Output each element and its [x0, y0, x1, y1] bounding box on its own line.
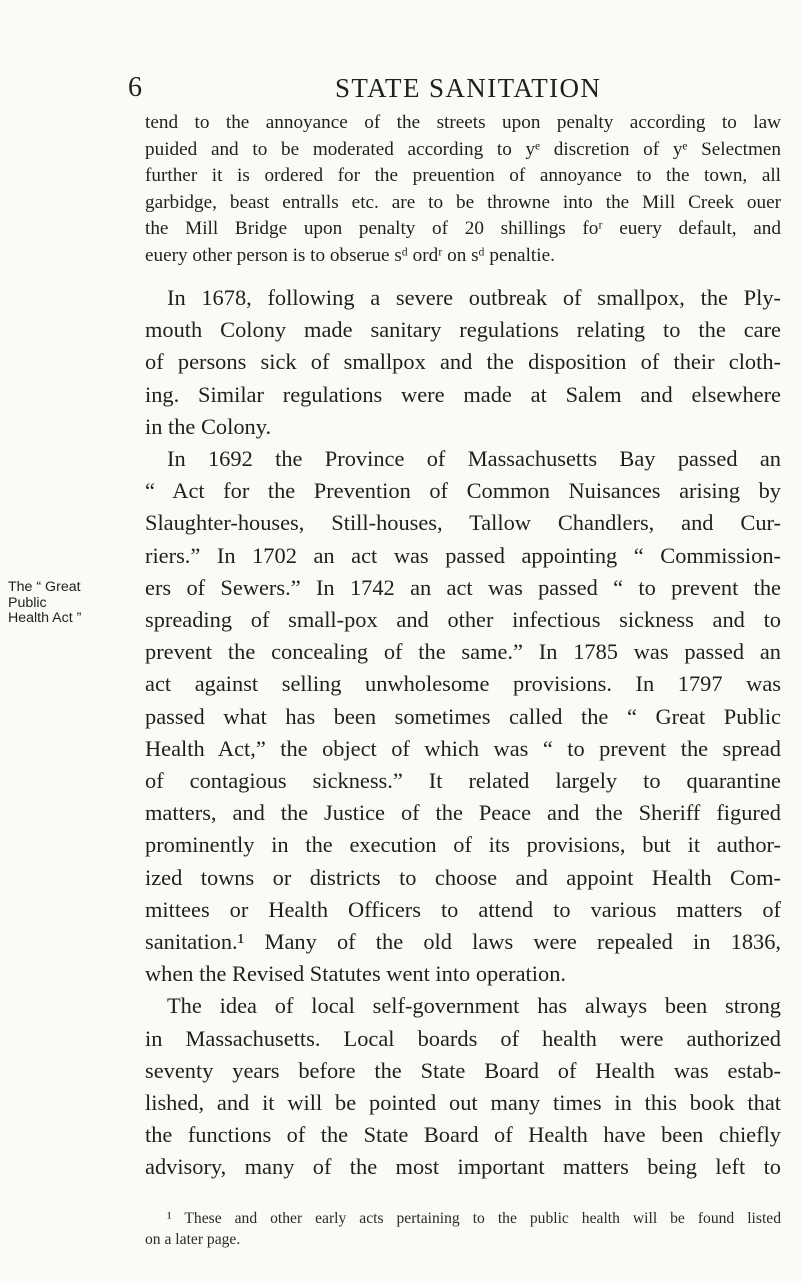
body-line: ers of Sewers.” In 1742 an act was passed “ to prevent the: [145, 574, 781, 600]
body-line: in the Colony.: [145, 413, 272, 439]
body-line: in Massachusetts. Local boards of health were authorized: [145, 1025, 781, 1051]
body-line: In 1692 the Province of Massachusetts Bay passed an: [167, 446, 781, 472]
body-line: Slaughter-houses, Still-houses, Tallow Chandlers, and Cur-: [145, 510, 781, 536]
quote-line: further it is ordered for the preuention of annoyance to the town, all: [145, 165, 781, 186]
body-line: prominently in the execution of its provisions, but it author-: [145, 832, 781, 858]
body-line: riers.” In 1702 an act was passed appointing “ Commission-: [145, 542, 781, 568]
footnote: [145, 1208, 781, 1250]
body-line: matters, and the Justice of the Peace and the Sheriff figured: [145, 800, 781, 826]
quote-line: garbidge, beast entralls etc. are to be throwne into the Mill Creek ouer: [145, 191, 781, 213]
body-line: prevent the concealing of the same.” In 1785 was passed an: [145, 639, 781, 665]
margin-note: [8, 580, 133, 627]
quoted-ordinance: [145, 110, 781, 269]
margin-note-line: Public: [8, 594, 47, 611]
body-line: sanitation.¹ Many of the old laws were repealed in 1836,: [145, 929, 781, 955]
body-line: In 1678, following a severe outbreak of smallpox, the Ply-: [167, 285, 781, 310]
body-line: mittees or Health Officers to attend to various matters of: [145, 896, 781, 922]
body-line: mouth Colony made sanitary regulations relating to the care: [145, 317, 781, 343]
body-line: The idea of local self-government has always been strong: [167, 993, 781, 1019]
quote-line: puided and to be moderated according to yᵉ discretion of yᵉ Selectmen: [145, 138, 781, 160]
body-line: ing. Similar regulations were made at Salem and elsewhere: [145, 381, 781, 407]
body-line: passed what has been sometimes called the “ Great Public: [145, 703, 781, 729]
running-head: [128, 68, 778, 108]
body-line: Health Act,” the object of which was “ to prevent the spread: [145, 735, 781, 761]
running-title: STATE SANITATION: [335, 73, 602, 103]
body-line: advisory, many of the most important matters being left to: [145, 1154, 781, 1180]
body-line: act against selling unwholesome provisions. In 1797 was: [145, 671, 781, 697]
footnote-line: ¹ These and other early acts pertaining to the public health will be found listed: [167, 1210, 781, 1227]
body-line: seventy years before the State Board of Health was estab-: [145, 1057, 781, 1083]
margin-note-line: The “ Great: [8, 579, 81, 595]
body-text: [145, 282, 781, 1184]
quote-line: euery other person is to obserue sᵈ ordʳ on sᵈ penaltie.: [145, 244, 555, 266]
body-line: of contagious sickness.” It related largely to quarantine: [145, 768, 781, 794]
body-line: of persons sick of smallpox and the disposition of their cloth-: [145, 349, 781, 375]
footnote-line: on a later page.: [145, 1231, 241, 1248]
quote-line: tend to the annoyance of the streets upon penalty according to law: [145, 112, 781, 133]
quote-line: the Mill Bridge upon penalty of 20 shillings foʳ euery default, and: [145, 218, 781, 239]
body-line: lished, and it will be pointed out many times in this book that: [145, 1090, 781, 1116]
body-line: when the Revised Statutes went into operation.: [145, 961, 566, 987]
body-line: “ Act for the Prevention of Common Nuisances arising by: [145, 478, 781, 504]
body-line: the functions of the State Board of Health have been chiefly: [145, 1122, 781, 1148]
body-line: ized towns or districts to choose and appoint Health Com-: [145, 864, 781, 890]
body-line: spreading of small-pox and other infectious sickness and to: [145, 607, 781, 633]
margin-note-line: Health Act ”: [8, 610, 82, 627]
page-number: 6: [128, 72, 143, 103]
